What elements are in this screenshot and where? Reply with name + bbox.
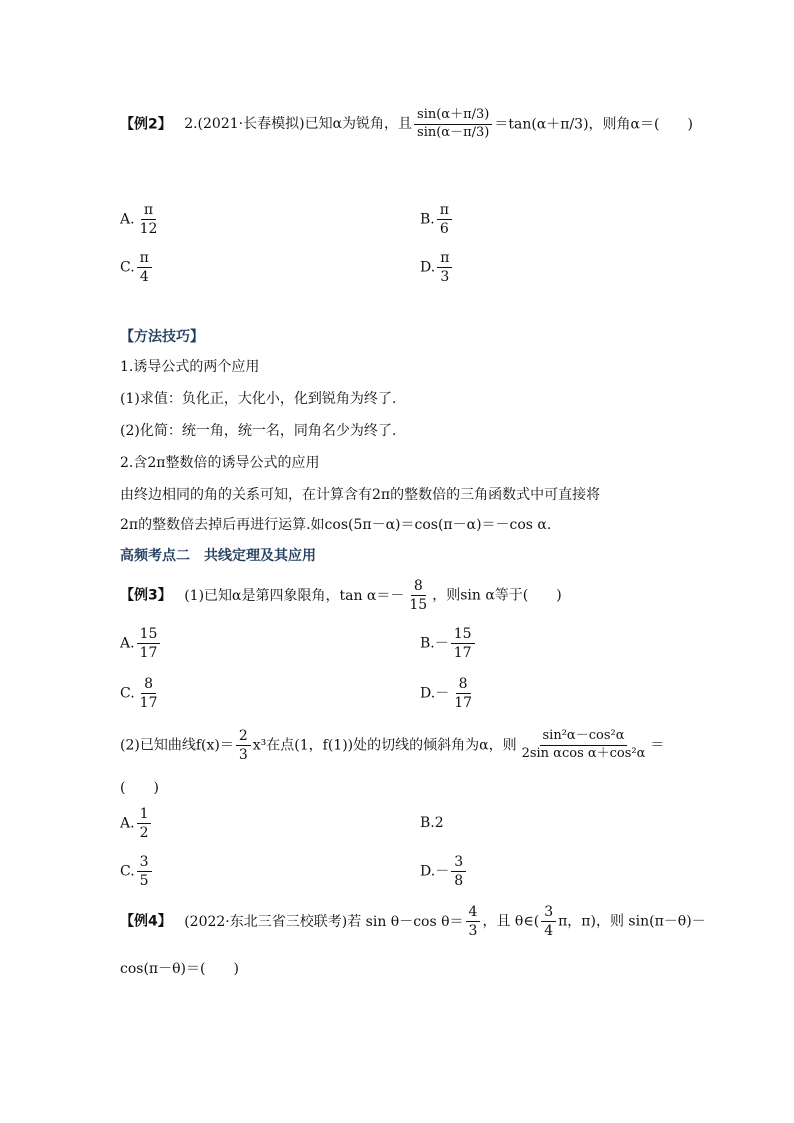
option-c[interactable]: C. $\frac{8}{17}$ [120, 676, 158, 712]
option-b[interactable]: B.2 [420, 815, 444, 831]
option-a[interactable]: A. $\frac{1}{2}$ [120, 806, 153, 841]
fraction: $\frac{\sin(\alpha+\pi/3)}{\sin(\alpha-\pi/3)}$ [414, 108, 492, 141]
example-label: 【例4】 [120, 913, 172, 930]
option-a[interactable]: A. $\frac{\pi}{12}$ [120, 202, 158, 238]
option-a[interactable]: A. $\frac{15}{17}$ [120, 626, 162, 661]
example-4-stem: 【例4】 (2022·东北三省三校联考)若 sin θ－cos θ＝ $\frac{4}{3}$ ，且 θ∈( $\frac{3}{4}$ π，π)，则 sin(π－θ)－ [120, 904, 706, 940]
option-d[interactable]: D.－ $\frac{8}{17}$ [420, 676, 473, 712]
method-line: 2.含2π整数倍的诱导公式的应用 [120, 455, 320, 471]
example-label: 【例2】 [120, 116, 172, 133]
example-label: 【例3】 [120, 587, 172, 604]
example-3-q2: (2)已知曲线f(x)＝ $\frac{2}{3}$ x³在点(1，f(1))处的切线的倾斜角为α，则 $\frac{\text{sin²α－cos²α}}{\text{2sin αcos α＋cos²α}}$ ＝ [120, 728, 665, 764]
example-3-q1: 【例3】 (1)已知α是第四象限角，tan α＝－ $\frac{8}{15}$ ，则sin α等于( ) [120, 578, 562, 614]
option-c[interactable]: C. $\frac{\pi}{4}$ [120, 250, 154, 285]
option-c[interactable]: C. $\frac{3}{5}$ [120, 854, 154, 889]
method-line: 由终边相同的角的关系可知，在计算含有2π的整数倍的三角函数式中可直接将 [120, 487, 601, 503]
section-title: 高频考点二 共线定理及其应用 [120, 548, 316, 564]
option-b[interactable]: B. $\frac{\pi}{6}$ [420, 202, 454, 237]
example-4-stem-cont: cos(π－θ)＝( ) [120, 961, 239, 977]
example-2-stem: 【例2】 2.(2021·长春模拟)已知α为锐角，且 $\frac{\sin(\alpha+\pi/3)}{\sin(\alpha-\pi/3)}$ ＝tan(α＋π/3)，则角α＝( ) [120, 107, 693, 140]
answer-blank: ( ) [120, 780, 159, 796]
method-line: (2)化简：统一角，统一名，同角名少为终了. [120, 423, 397, 439]
option-d[interactable]: D.－ $\frac{3}{8}$ [420, 854, 468, 889]
method-line: 1.诱导公式的两个应用 [120, 359, 260, 375]
option-b[interactable]: B.－ $\frac{15}{17}$ [420, 626, 477, 661]
method-line: 2π的整数倍去掉后再进行运算.如cos(5π－α)＝cos(π－α)＝－cos α. [120, 517, 552, 533]
method-title: 【方法技巧】 [120, 329, 204, 345]
method-line: (1)求值：负化正，大化小，化到锐角为终了. [120, 391, 397, 407]
option-d[interactable]: D. $\frac{\pi}{3}$ [420, 250, 454, 285]
